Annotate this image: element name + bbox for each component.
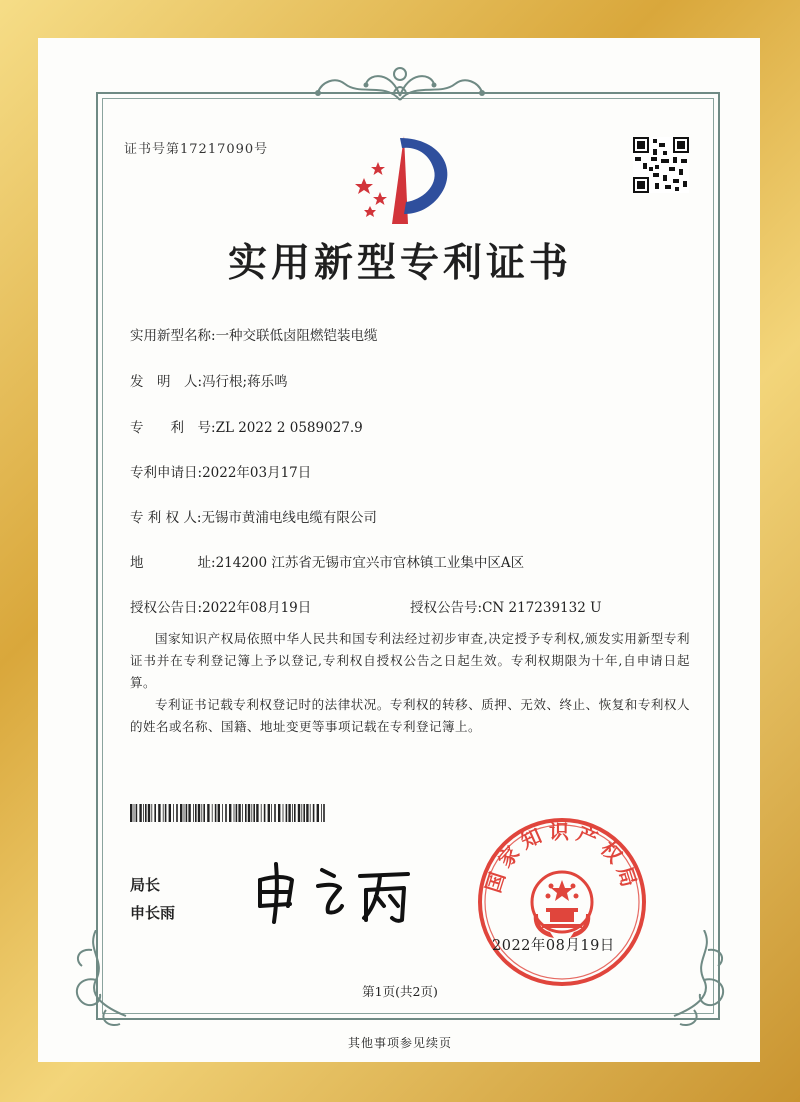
model-name-value: 一种交联低卤阻燃铠装电缆 bbox=[215, 328, 378, 344]
patent-office-logo-icon bbox=[342, 132, 462, 230]
filing-date-value: 2022年03月17日 bbox=[202, 465, 312, 481]
top-ornament-icon bbox=[300, 62, 500, 106]
official-seal-icon bbox=[476, 816, 648, 988]
page-number: 第1页(共2页) bbox=[362, 984, 438, 999]
barcode-icon bbox=[130, 804, 326, 822]
footer-note: 其他事项参见续页 bbox=[347, 1036, 452, 1050]
patentee-value: 无锡市黄浦电线电缆有限公司 bbox=[201, 510, 377, 526]
patentee-row bbox=[130, 506, 377, 526]
filing-date-label: 专利申请日: bbox=[130, 465, 203, 481]
patent-number-row bbox=[130, 416, 363, 436]
filing-date-row bbox=[130, 461, 311, 481]
inventor-label: 发 明 人: bbox=[130, 374, 203, 390]
inventor-value: 冯行根;蒋乐鸣 bbox=[202, 374, 288, 390]
signatory-role: 局长 bbox=[130, 876, 161, 894]
inventor-row bbox=[130, 370, 288, 390]
handwritten-signature-icon bbox=[248, 856, 418, 926]
seal-date: 2022年08月19日 bbox=[492, 938, 615, 954]
model-name-row bbox=[130, 324, 378, 344]
address-value: 214200 江苏省无锡市宜兴市官林镇工业集中区A区 bbox=[215, 555, 525, 571]
grant-date-row bbox=[130, 596, 311, 616]
address-row bbox=[130, 551, 524, 571]
signatory-name: 申长雨 bbox=[130, 904, 176, 922]
seal-text: 国家知识产权局 bbox=[480, 819, 644, 896]
patent-number-value: ZL 2022 2 0589027.9 bbox=[215, 420, 363, 436]
corner-ornament-right-icon bbox=[634, 930, 734, 1030]
grant-number-row bbox=[410, 596, 601, 616]
patentee-label: 专 利 权 人: bbox=[130, 510, 202, 526]
certificate-number: 证书号第17217090号 bbox=[124, 142, 269, 157]
model-name-label: 实用新型名称: bbox=[130, 328, 216, 344]
grant-number-value: CN 217239132 U bbox=[482, 600, 602, 616]
body-paragraph-2: 专利证书记载专利权登记时的法律状况。专利权的转移、质押、无效、终止、恢复和专利权人的姓名或名称、国籍、地址变更等事项记载在专利登记簿上。 bbox=[130, 697, 690, 734]
address-label: 地 址: bbox=[130, 555, 216, 571]
grant-date-value: 2022年08月19日 bbox=[202, 600, 312, 616]
qr-code-icon bbox=[633, 137, 689, 193]
grant-number-label: 授权公告号: bbox=[410, 600, 483, 616]
corner-ornament-left-icon bbox=[66, 930, 166, 1030]
patent-number-label: 专 利 号: bbox=[130, 420, 216, 436]
certificate-title: 实用新型专利证书 bbox=[227, 240, 572, 286]
grant-date-label: 授权公告日: bbox=[130, 600, 203, 616]
body-paragraph-1: 国家知识产权局依照中华人民共和国专利法经过初步审查,决定授予专利权,颁发实用新型专利证书并在专利登记簿上予以登记,专利权自授权公告之日起生效。专利权期限为十年,自申请日起算。 bbox=[130, 631, 690, 690]
